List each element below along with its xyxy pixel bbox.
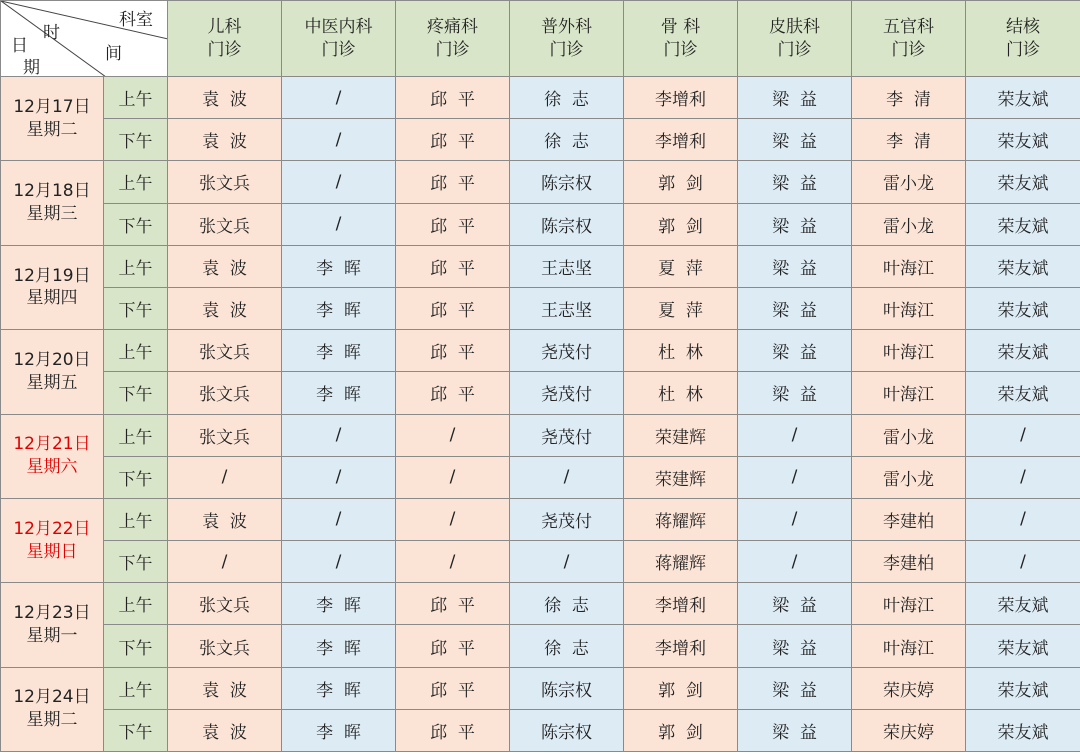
weekday-label: 星期一	[26, 625, 78, 646]
doctor-cell: 梁 益	[738, 667, 852, 709]
doctor-cell: 梁 益	[738, 203, 852, 245]
date-label: 12月20日	[13, 349, 91, 370]
date-label: 12月23日	[13, 603, 91, 623]
table-row	[1, 77, 1080, 119]
doctor-cell: /	[396, 541, 510, 583]
date-label: 12月19日	[13, 265, 91, 286]
doctor-cell: 徐 志	[510, 119, 624, 161]
corner-ri: 日	[11, 36, 28, 56]
table-row	[1, 161, 1080, 203]
table-row	[1, 245, 1080, 287]
doctor-cell: 袁 波	[168, 77, 282, 119]
doctor-cell: 邱 平	[396, 203, 510, 245]
doctor-cell: 郭 剑	[624, 203, 738, 245]
doctor-cell: /	[282, 119, 396, 161]
doctor-cell: 袁 波	[168, 709, 282, 751]
doctor-cell: 梁 益	[738, 709, 852, 751]
column-header-clinic: 门诊	[663, 39, 698, 60]
doctor-cell: 袁 波	[168, 667, 282, 709]
session-label: 下午	[104, 372, 168, 414]
doctor-cell: 雷小龙	[852, 456, 966, 498]
doctor-cell: 荣友斌	[966, 245, 1080, 287]
doctor-cell: 荣建辉	[624, 414, 738, 456]
session-label: 上午	[104, 330, 168, 372]
column-header-name: 结核	[1006, 16, 1040, 37]
session-label: 上午	[104, 498, 168, 540]
session-label: 上午	[104, 414, 168, 456]
doctor-cell: /	[738, 456, 852, 498]
doctor-cell: 徐 志	[510, 625, 624, 667]
weekday-label: 星期日	[26, 541, 78, 562]
doctor-cell: /	[282, 77, 396, 119]
session-label: 下午	[104, 625, 168, 667]
doctor-cell: 张文兵	[168, 372, 282, 414]
doctor-cell: 夏 萍	[624, 287, 738, 329]
table-row	[1, 287, 1080, 329]
column-header-4	[510, 1, 624, 77]
weekday-label: 星期四	[26, 288, 78, 309]
doctor-cell: /	[966, 541, 1080, 583]
doctor-cell: 徐 志	[510, 77, 624, 119]
table-row	[1, 119, 1080, 161]
table-row	[1, 456, 1080, 498]
doctor-cell: 邱 平	[396, 161, 510, 203]
doctor-cell: 邱 平	[396, 372, 510, 414]
doctor-cell: /	[168, 456, 282, 498]
doctor-cell: 袁 波	[168, 119, 282, 161]
session-label: 下午	[104, 541, 168, 583]
column-header-clinic: 门诊	[549, 39, 584, 60]
doctor-cell: 李增利	[624, 625, 738, 667]
doctor-cell: 李 晖	[282, 583, 396, 625]
doctor-cell: 梁 益	[738, 372, 852, 414]
doctor-cell: 尧茂付	[510, 498, 624, 540]
doctor-cell: /	[282, 414, 396, 456]
doctor-cell: 邱 平	[396, 330, 510, 372]
session-label: 下午	[104, 203, 168, 245]
doctor-cell: 李建柏	[852, 541, 966, 583]
doctor-cell: /	[282, 498, 396, 540]
date-cell	[1, 245, 104, 329]
doctor-cell: /	[396, 456, 510, 498]
doctor-cell: 尧茂付	[510, 330, 624, 372]
doctor-cell: 邱 平	[396, 625, 510, 667]
column-header-name: 儿科	[207, 16, 242, 37]
table-row	[1, 414, 1080, 456]
table-row	[1, 625, 1080, 667]
doctor-cell: 李 晖	[282, 372, 396, 414]
doctor-cell: 张文兵	[168, 414, 282, 456]
doctor-cell: 李 晖	[282, 330, 396, 372]
doctor-cell: 梁 益	[738, 625, 852, 667]
session-label: 上午	[104, 583, 168, 625]
doctor-cell: 袁 波	[168, 498, 282, 540]
doctor-cell: 梁 益	[738, 161, 852, 203]
corner-jian: 间	[105, 44, 122, 64]
table-row	[1, 709, 1080, 751]
doctor-cell: 张文兵	[168, 330, 282, 372]
doctor-cell: 王志坚	[510, 245, 624, 287]
doctor-cell: 张文兵	[168, 583, 282, 625]
doctor-cell: 陈宗权	[510, 667, 624, 709]
doctor-cell: 陈宗权	[510, 203, 624, 245]
doctor-cell: 李 清	[852, 119, 966, 161]
doctor-cell: 尧茂付	[510, 372, 624, 414]
doctor-cell: 邱 平	[396, 583, 510, 625]
doctor-cell: 梁 益	[738, 119, 852, 161]
date-label: 12月18日	[13, 181, 91, 202]
doctor-cell: 张文兵	[168, 625, 282, 667]
weekday-label: 星期二	[26, 710, 78, 731]
date-label: 12月17日	[13, 96, 91, 117]
date-cell	[1, 330, 104, 414]
corner-header	[1, 1, 168, 77]
date-label: 12月21日	[13, 434, 91, 455]
doctor-cell: /	[282, 541, 396, 583]
column-header-name: 中医内科	[304, 16, 373, 37]
doctor-cell: 郭 剑	[624, 667, 738, 709]
doctor-cell: 陈宗权	[510, 161, 624, 203]
date-cell	[1, 667, 104, 751]
doctor-cell: 荣友斌	[966, 330, 1080, 372]
date-cell	[1, 161, 104, 245]
doctor-cell: 叶海江	[852, 245, 966, 287]
doctor-cell: /	[396, 498, 510, 540]
doctor-cell: 叶海江	[852, 583, 966, 625]
session-label: 下午	[104, 709, 168, 751]
doctor-cell: 张文兵	[168, 161, 282, 203]
corner-qi: 期	[23, 58, 40, 77]
doctor-cell: 李 晖	[282, 245, 396, 287]
doctor-cell: /	[738, 498, 852, 540]
doctor-cell: 荣友斌	[966, 667, 1080, 709]
doctor-cell: 梁 益	[738, 583, 852, 625]
table-row	[1, 203, 1080, 245]
doctor-cell: 梁 益	[738, 330, 852, 372]
doctor-cell: 荣友斌	[966, 372, 1080, 414]
doctor-cell: /	[282, 161, 396, 203]
doctor-cell: 雷小龙	[852, 414, 966, 456]
column-header-clinic: 门诊	[435, 39, 470, 60]
doctor-cell: 邱 平	[396, 667, 510, 709]
doctor-cell: 杜 林	[624, 330, 738, 372]
doctor-cell: 尧茂付	[510, 414, 624, 456]
table-row	[1, 498, 1080, 540]
doctor-cell: /	[510, 456, 624, 498]
doctor-cell: 李 晖	[282, 287, 396, 329]
column-header-clinic: 门诊	[207, 39, 242, 60]
doctor-cell: 夏 萍	[624, 245, 738, 287]
doctor-cell: 郭 剑	[624, 709, 738, 751]
doctor-cell: /	[168, 541, 282, 583]
table-row	[1, 667, 1080, 709]
weekday-label: 星期五	[26, 372, 78, 393]
column-header-3	[396, 1, 510, 77]
doctor-cell: 叶海江	[852, 287, 966, 329]
doctor-cell: 雷小龙	[852, 161, 966, 203]
date-label: 12月24日	[13, 687, 91, 708]
doctor-cell: 蒋耀辉	[624, 541, 738, 583]
table-row	[1, 372, 1080, 414]
session-label: 下午	[104, 456, 168, 498]
doctor-cell: /	[510, 541, 624, 583]
doctor-cell: 袁 波	[168, 287, 282, 329]
doctor-cell: 雷小龙	[852, 203, 966, 245]
weekday-label: 星期六	[26, 457, 78, 478]
column-header-6	[738, 1, 852, 77]
column-header-clinic: 门诊	[891, 39, 926, 60]
doctor-cell: 李增利	[624, 119, 738, 161]
doctor-cell: 荣友斌	[966, 119, 1080, 161]
date-label: 12月22日	[13, 518, 91, 539]
doctor-cell: 袁 波	[168, 245, 282, 287]
column-header-name: 普外科	[541, 16, 592, 37]
date-cell	[1, 583, 104, 667]
column-header-2	[282, 1, 396, 77]
doctor-cell: 荣友斌	[966, 203, 1080, 245]
doctor-cell: 邱 平	[396, 245, 510, 287]
column-header-7	[852, 1, 966, 77]
doctor-cell: 李 清	[852, 77, 966, 119]
doctor-cell: /	[966, 498, 1080, 540]
session-label: 上午	[104, 77, 168, 119]
doctor-cell: 荣庆婷	[852, 709, 966, 751]
doctor-cell: 荣建辉	[624, 456, 738, 498]
column-header-clinic: 门诊	[321, 39, 356, 60]
doctor-cell: 叶海江	[852, 330, 966, 372]
doctor-cell: 邱 平	[396, 119, 510, 161]
doctor-cell: 李 晖	[282, 667, 396, 709]
date-cell	[1, 77, 104, 161]
doctor-cell: 荣友斌	[966, 287, 1080, 329]
doctor-cell: 徐 志	[510, 583, 624, 625]
session-label: 上午	[104, 245, 168, 287]
doctor-cell: 梁 益	[738, 287, 852, 329]
doctor-cell: 荣友斌	[966, 625, 1080, 667]
doctor-cell: 杜 林	[624, 372, 738, 414]
doctor-cell: 张文兵	[168, 203, 282, 245]
corner-keshi: 科室	[119, 10, 153, 30]
doctor-cell: 叶海江	[852, 372, 966, 414]
corner-shi: 时	[43, 23, 60, 43]
doctor-cell: 李 晖	[282, 625, 396, 667]
doctor-cell: 邱 平	[396, 77, 510, 119]
column-header-8	[966, 1, 1080, 77]
doctor-cell: 邱 平	[396, 287, 510, 329]
column-header-name: 疼痛科	[427, 16, 478, 37]
doctor-cell: 李建柏	[852, 498, 966, 540]
doctor-cell: 李增利	[624, 583, 738, 625]
column-header-1	[168, 1, 282, 77]
session-label: 上午	[104, 667, 168, 709]
doctor-cell: /	[966, 456, 1080, 498]
doctor-cell: 梁 益	[738, 77, 852, 119]
doctor-cell: 荣友斌	[966, 709, 1080, 751]
weekday-label: 星期三	[26, 204, 78, 225]
doctor-cell: /	[396, 414, 510, 456]
session-label: 上午	[104, 161, 168, 203]
column-header-name: 五官科	[883, 16, 934, 37]
doctor-cell: 李增利	[624, 77, 738, 119]
doctor-cell: 叶海江	[852, 625, 966, 667]
doctor-cell: 蒋耀辉	[624, 498, 738, 540]
doctor-cell: 李 晖	[282, 709, 396, 751]
doctor-cell: /	[282, 456, 396, 498]
doctor-cell: 郭 剑	[624, 161, 738, 203]
doctor-cell: /	[966, 414, 1080, 456]
session-label: 下午	[104, 119, 168, 161]
doctor-cell: 王志坚	[510, 287, 624, 329]
weekday-label: 星期二	[26, 119, 78, 140]
doctor-cell: 荣友斌	[966, 77, 1080, 119]
column-header-name: 皮肤科	[769, 16, 820, 37]
doctor-cell: /	[738, 541, 852, 583]
doctor-cell: 荣友斌	[966, 583, 1080, 625]
doctor-cell: 荣庆婷	[852, 667, 966, 709]
doctor-cell: 邱 平	[396, 709, 510, 751]
date-cell	[1, 414, 104, 498]
date-cell	[1, 498, 104, 582]
doctor-cell: /	[282, 203, 396, 245]
header-row	[1, 1, 1080, 77]
column-header-5	[624, 1, 738, 77]
session-label: 下午	[104, 287, 168, 329]
table-row	[1, 330, 1080, 372]
doctor-cell: /	[738, 414, 852, 456]
table-row	[1, 583, 1080, 625]
table-row	[1, 541, 1080, 583]
doctor-cell: 陈宗权	[510, 709, 624, 751]
doctor-cell: 梁 益	[738, 245, 852, 287]
doctor-cell: 荣友斌	[966, 161, 1080, 203]
column-header-name: 骨 科	[660, 16, 701, 37]
column-header-clinic: 门诊	[777, 39, 812, 60]
column-header-clinic: 门诊	[1006, 39, 1040, 60]
